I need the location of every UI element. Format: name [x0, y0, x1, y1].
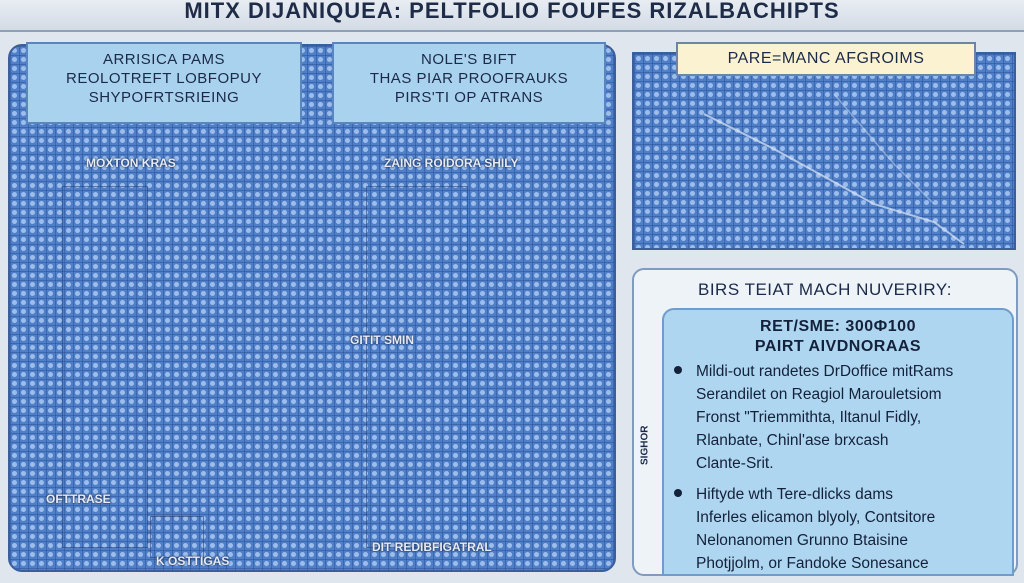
label-bottom-left: OFTTRASE	[46, 492, 111, 506]
box-right-line-3: PIRS'TI OP ATRANS	[394, 89, 544, 106]
bullet-2-line-2: Inferles elicamon blyoly, Contsitore	[696, 509, 936, 526]
box-right-label	[332, 42, 606, 124]
box-left-line-1: ARRISICA PAMS	[102, 51, 226, 68]
side-tab-label: SIGHOR	[639, 425, 651, 465]
trend-line-graphic	[634, 54, 1016, 250]
bullet-2-line-4: Photjjolm, or Fandoke Sonesance	[696, 555, 929, 572]
box-left-label	[26, 42, 302, 124]
bullet-1-line-2: Serandilet on Reagiol Marouletsiom	[696, 386, 942, 403]
box-right-line-1: NOLE'S BIFT	[421, 51, 517, 68]
label-center: GITIT SMIN	[350, 333, 414, 347]
bullet-2-line-3: Nelonanomen Grunno Btaisine	[696, 532, 908, 549]
card-title-line-1: RET/SME: 300Ф100	[760, 318, 916, 335]
trend-line-secondary	[834, 94, 934, 204]
label-bottom-center: K OSTTIGAS	[156, 554, 230, 568]
page-title-bar	[0, 0, 1024, 32]
trend-line	[704, 114, 964, 244]
bullet-2-line-1: Hiftyde wth Tere-dlicks dams	[696, 486, 893, 503]
label-top-right: ZAING ROIDORA SHILY	[384, 156, 519, 170]
box-right-line-2: THAS PIAR PROOFRAUKS	[369, 70, 569, 87]
card-title-line-2: PAIRT AIVDNORAAS	[754, 338, 922, 355]
right-top-label: PARE=MANC AFGROIMS	[676, 42, 976, 76]
bullet-1-line-5: Clante-Srit.	[696, 455, 774, 472]
box-left-line-2: REOLOTREFT LOBFOPUY	[66, 70, 262, 87]
list-item	[674, 483, 1006, 575]
right-top-grid-panel	[632, 52, 1016, 250]
page-title: MITX DIJANIQUEA: PELTFOLIO FOUFES RIZALBACHIPTS	[184, 0, 840, 23]
bullet-1-line-4: Rlanbate, Chinl'ase brxcash	[696, 432, 889, 449]
bullet-dot-icon	[674, 366, 682, 374]
bullet-dot-icon	[674, 489, 682, 497]
info-card	[662, 308, 1014, 576]
list-item	[674, 360, 1006, 475]
box-left-line-3: SHYPOFRTSRIEING	[88, 89, 240, 106]
bullet-1-line-3: Fronst "Triemmithta, Iltanul Fidly,	[696, 409, 922, 426]
label-top-left: MOXTON KRAS	[86, 156, 176, 170]
bullet-1-line-1: Mildi-out randetes DrDoffice mitRams	[696, 363, 954, 380]
label-bottom-right: DIT REDIBFIGATRAL	[372, 540, 492, 554]
info-heading: BIRS TEIAT MACH NUVERIRY:	[697, 280, 953, 299]
bullet-list	[674, 360, 1006, 583]
center-frame-outline	[366, 186, 468, 548]
bottom-frame-outline	[150, 516, 204, 558]
